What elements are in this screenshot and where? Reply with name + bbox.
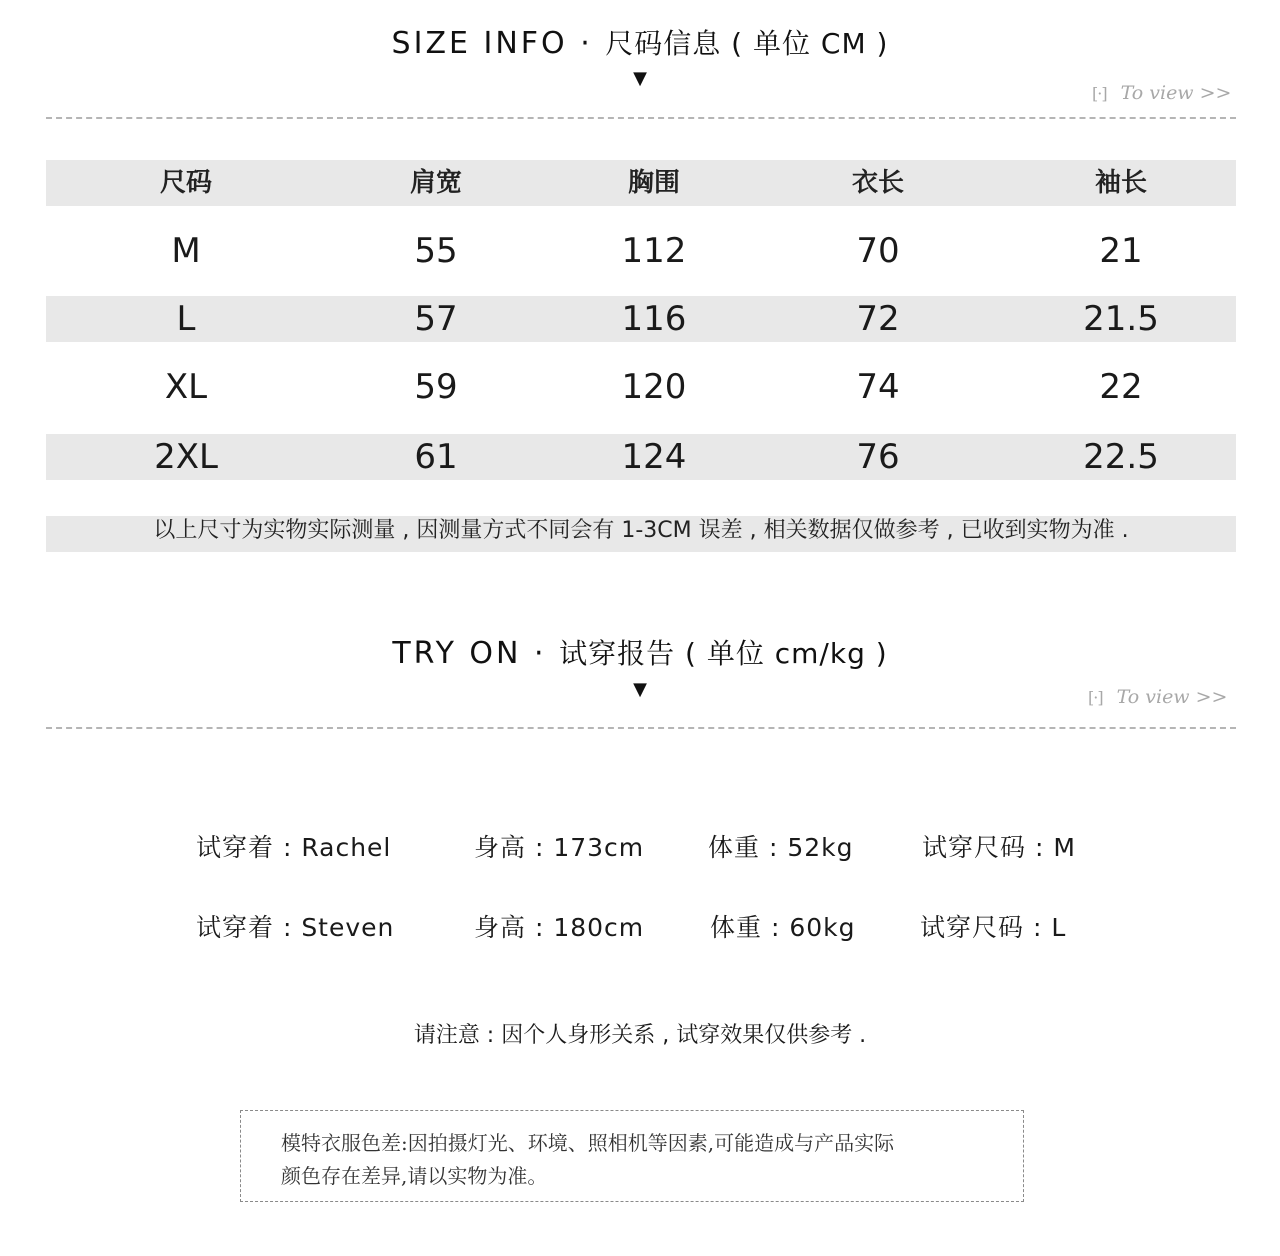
- cell-length: 76: [856, 437, 900, 477]
- cell-length: 74: [856, 367, 900, 407]
- table-row: [46, 434, 1236, 480]
- cell-sleeve: 21.5: [1083, 299, 1159, 339]
- header-shoulder: 肩宽: [409, 168, 462, 198]
- try-on-title-en: TRY ON: [392, 636, 522, 671]
- section-divider: [46, 727, 1236, 729]
- down-arrow-icon: ▼: [633, 679, 647, 700]
- model-weight: 体重 : 60kg: [710, 913, 856, 942]
- to-view-label: To view >>: [1120, 82, 1232, 104]
- section-divider: [46, 117, 1236, 119]
- cell-shoulder: 55: [414, 231, 458, 271]
- model-weight: 体重 : 52kg: [708, 833, 854, 862]
- cell-sleeve: 22.5: [1083, 437, 1159, 477]
- disclaimer-line-1: 模特衣服色差:因拍摄灯光、环境、照相机等因素,可能造成与产品实际: [281, 1131, 895, 1155]
- down-arrow-icon: ▼: [633, 68, 647, 89]
- size-info-title-en: SIZE INFO: [391, 26, 568, 61]
- view-frame-icon: [·]: [1092, 84, 1107, 103]
- cell-chest: 116: [621, 299, 687, 339]
- header-chest: 胸围: [627, 168, 680, 198]
- header-size: 尺码: [159, 168, 212, 198]
- table-row: [46, 228, 1236, 274]
- cell-size: XL: [164, 367, 208, 407]
- model-size: 试穿尺码 : L: [920, 913, 1067, 942]
- size-info-title-cn: 尺码信息 ( 单位 CM ): [605, 27, 889, 60]
- view-frame-icon: [·]: [1088, 688, 1103, 707]
- model-name: 试穿着 : Steven: [196, 913, 395, 942]
- cell-shoulder: 59: [414, 367, 458, 407]
- model-size: 试穿尺码 : M: [922, 833, 1076, 862]
- cell-shoulder: 61: [414, 437, 458, 477]
- cell-size: 2XL: [154, 437, 218, 477]
- table-row: [46, 364, 1236, 410]
- model-name: 试穿着 : Rachel: [196, 833, 392, 862]
- disclaimer-line-2: 颜色存在差异,请以实物为准。: [281, 1164, 548, 1188]
- header-sleeve: 袖长: [1094, 168, 1147, 198]
- try-on-title: [0, 632, 1280, 672]
- measurement-note: 以上尺寸为实物实际测量 , 因测量方式不同会有 1-3CM 误差 , 相关数据仅做参考 , 已收到实物为准 .: [46, 516, 1236, 552]
- to-view-label: To view >>: [1116, 686, 1228, 708]
- try-on-title-cn: 试穿报告 ( 单位 cm/kg ): [559, 637, 888, 670]
- cell-size: L: [176, 299, 196, 339]
- cell-shoulder: 57: [414, 299, 458, 339]
- title-dot: ·: [534, 636, 547, 671]
- cell-chest: 120: [621, 367, 687, 407]
- table-row: [46, 296, 1236, 342]
- try-on-caution: 请注意 : 因个人身形关系 , 试穿效果仅供参考 .: [413, 1023, 867, 1048]
- size-info-title: [0, 22, 1280, 62]
- header-length: 衣长: [851, 168, 904, 198]
- cell-sleeve: 22: [1099, 367, 1143, 407]
- model-height: 身高 : 173cm: [474, 833, 645, 862]
- to-view-link[interactable]: [1088, 686, 1227, 708]
- color-disclaimer-box: [240, 1110, 1024, 1202]
- cell-length: 70: [856, 231, 900, 271]
- size-table-header: [46, 160, 1236, 206]
- to-view-link[interactable]: [1092, 82, 1231, 104]
- title-dot: ·: [580, 26, 593, 61]
- cell-length: 72: [856, 299, 900, 339]
- cell-sleeve: 21: [1099, 231, 1143, 271]
- cell-size: M: [171, 231, 201, 271]
- cell-chest: 124: [621, 437, 687, 477]
- cell-chest: 112: [621, 231, 687, 271]
- model-height: 身高 : 180cm: [474, 913, 645, 942]
